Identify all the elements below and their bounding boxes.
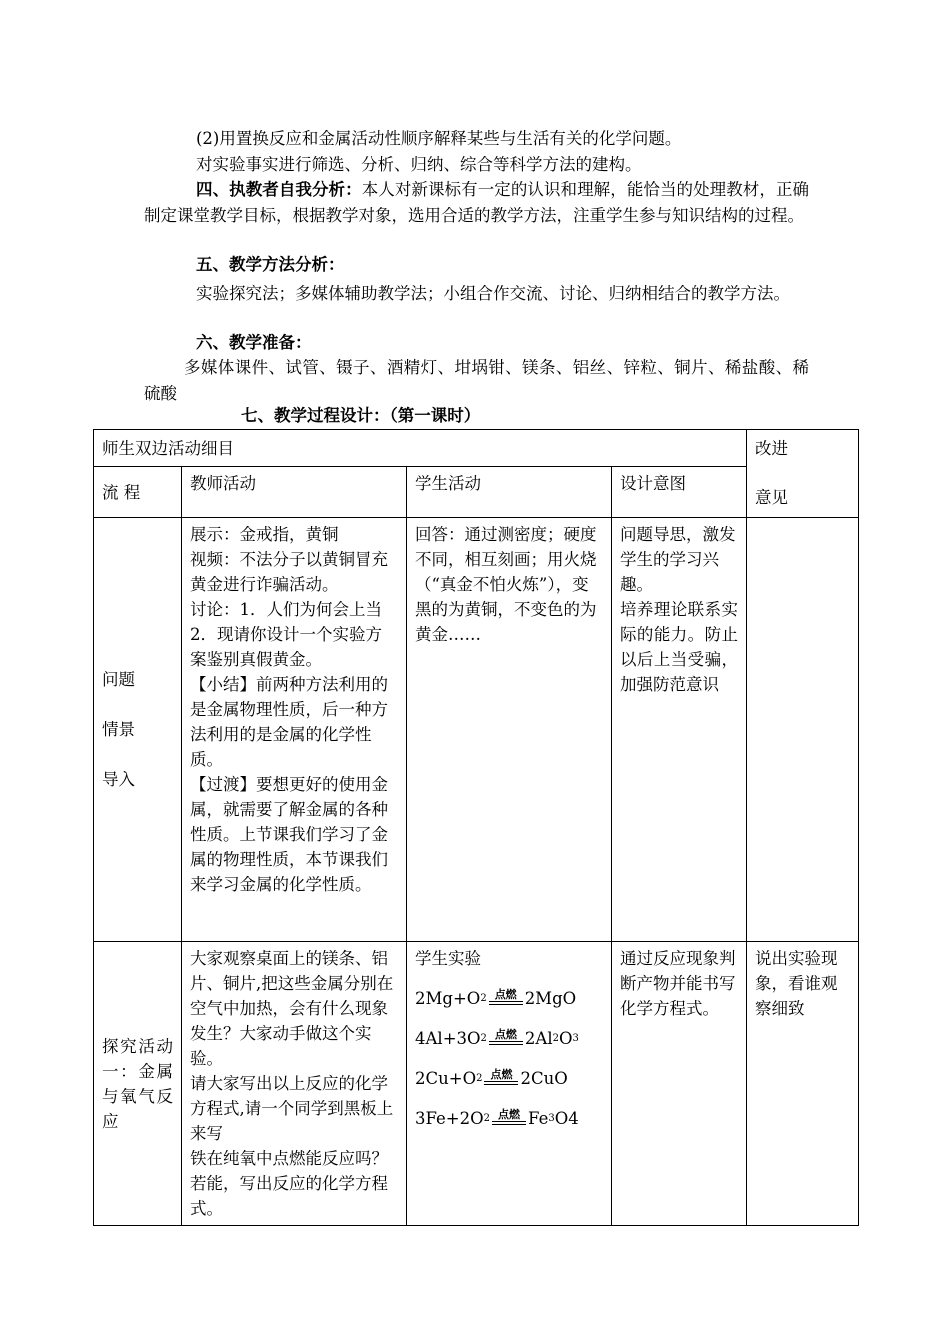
row2-intent: 通过反应现象判断产物并能书写化学方程式。 (612, 942, 747, 1226)
row2-teacher-3: 铁在纯氧中点燃能反应吗？若能，写出反应的化学方程式。 (190, 1149, 388, 1218)
header-activity-detail: 师生双边活动细目 (94, 430, 747, 467)
row1-teacher-3: 讨论：1．人们为何会上当 (190, 600, 382, 619)
eq1-condition-label: 点燃 (494, 988, 517, 1001)
eq4-rhs: Fe (528, 1109, 549, 1128)
section-5-text: 实验探究法；多媒体辅助教学法；小组合作交流、讨论、归纳相结合的教学方法。 (196, 284, 790, 303)
eq3-condition (484, 1069, 518, 1091)
row1-intent-1: 问题导思，激发学生的学习兴趣。 (620, 525, 736, 594)
eq3-lhs-sub: 2 (476, 1073, 483, 1084)
eq1-lhs: 2Mg+O (415, 989, 481, 1008)
eq2-condition (489, 1029, 523, 1051)
row2-teacher (182, 942, 407, 1226)
eq2-lhs: 4Al+3O (415, 1029, 481, 1048)
section-5-heading: 五、教学方法分析： (196, 255, 345, 274)
eq4-rhs-tail: O4 (554, 1109, 579, 1128)
row1-teacher (182, 518, 407, 942)
row1-intent (612, 518, 747, 942)
equation-cu (415, 1053, 603, 1091)
eq2-rhs: 2Al (524, 1029, 553, 1048)
section-4 (144, 177, 809, 229)
eq2-lhs-sub: 2 (480, 1033, 487, 1044)
eq2-rhs-sub2: 3 (572, 1033, 579, 1044)
section-6-heading: 六、教学准备： (196, 333, 312, 352)
row1-teacher-1: 展示：金戒指，黄铜 (190, 525, 339, 544)
eq1-rhs: 2MgO (524, 989, 577, 1008)
row1-improve (747, 518, 859, 942)
row1-teacher-5: 【小结】前两种方法利用的是金属物理性质，后一种方法利用的是金属的化学性质。 (190, 675, 388, 769)
section-7-heading: 七、教学过程设计：（第一课时） (241, 406, 481, 425)
eq2-rhs-sub: 2 (552, 1033, 559, 1044)
row1-teacher-4: 2．现请你设计一个实验方案鉴别真假黄金。 (190, 625, 382, 669)
equation-al (415, 1013, 603, 1051)
teaching-process-table (93, 429, 859, 1226)
eq4-rhs-sub: 3 (548, 1113, 555, 1124)
eq2-rhs-tail: O (559, 1029, 573, 1048)
section-4-text: 本人对新课标有一定的认识和理解，能恰当的处理教材，正确制定课堂教学目标，根据教学对象，选用合适的教学方法，注重学生参与知识结构的过程。 (144, 180, 810, 225)
eq4-lhs-sub: 2 (483, 1113, 491, 1124)
row2-teacher-1: 大家观察桌面上的镁条、铝片、铜片,把这些金属分别在空气中加热，会有什么现象发生？大家动手做这个实验。 (190, 949, 394, 1068)
header-improve-line-2: 意见 (755, 488, 788, 507)
equation-fe (415, 1093, 603, 1131)
equation-mg (415, 973, 603, 1011)
header-intent: 设计意图 (612, 467, 747, 518)
row2-flow: 探究活动一：金属与氧气反应 (94, 942, 182, 1226)
eq1-lhs-sub: 2 (480, 993, 487, 1004)
section-4-heading: 四、执教者自我分析： (196, 180, 362, 199)
row1-flow (94, 518, 182, 942)
eq3-lhs: 2Cu+O (415, 1069, 477, 1088)
header-flow: 流 程 (94, 467, 182, 518)
table-row (94, 518, 859, 942)
eq3-condition-label: 点燃 (490, 1068, 513, 1081)
header-improve-line-1: 改进 (755, 439, 788, 458)
header-improve (747, 430, 859, 518)
eq2-condition-label: 点燃 (494, 1028, 517, 1041)
row1-teacher-2: 视频：不法分子以黄铜冒充黄金进行诈骗活动。 (190, 550, 388, 594)
header-teacher: 教师活动 (182, 467, 407, 518)
table-row (94, 942, 859, 1226)
eq4-lhs: 3Fe+2O (415, 1109, 484, 1128)
row2-student (407, 942, 612, 1226)
row1-flow-1: 问题 (102, 669, 135, 689)
eq4-condition-label: 点燃 (498, 1108, 521, 1121)
section-6-text: 多媒体课件、试管、镊子、酒精灯、坩埚钳、镁条、铝丝、锌粒、铜片、稀盐酸、稀硫酸 (144, 358, 809, 403)
eq1-condition (489, 989, 523, 1011)
row2-improve: 说出实验现象，看谁观察细致 (747, 942, 859, 1226)
intro-line-2: 对实验事实进行筛选、分析、归纳、综合等科学方法的建构。 (196, 155, 642, 174)
eq3-rhs: 2CuO (520, 1069, 568, 1088)
row1-flow-2: 情景 (102, 719, 135, 739)
row2-student-title: 学生实验 (415, 949, 481, 968)
row2-teacher-2: 请大家写出以上反应的化学方程式,请一个同学到黑板上来写 (190, 1074, 394, 1143)
row1-flow-3: 导入 (102, 769, 135, 789)
eq4-condition (492, 1109, 526, 1131)
row1-teacher-6: 【过渡】要想更好的使用金属，就需要了解金属的各种性质。上节课我们学习了金属的物理性质，本节课我们来学习金属的化学性质。 (190, 775, 388, 894)
row1-intent-2: 培养理论联系实际的能力。防止以后上当受骗，加强防范意识 (620, 600, 738, 694)
intro-line-1: (2)用置换反应和金属活动性顺序解释某些与生活有关的化学问题。 (196, 129, 682, 148)
row1-student: 回答：通过测密度；硬度不同，相互刻画；用火烧（“真金不怕火炼”），变黑的为黄铜，不变色的为黄金…… (407, 518, 612, 942)
header-student: 学生活动 (407, 467, 612, 518)
